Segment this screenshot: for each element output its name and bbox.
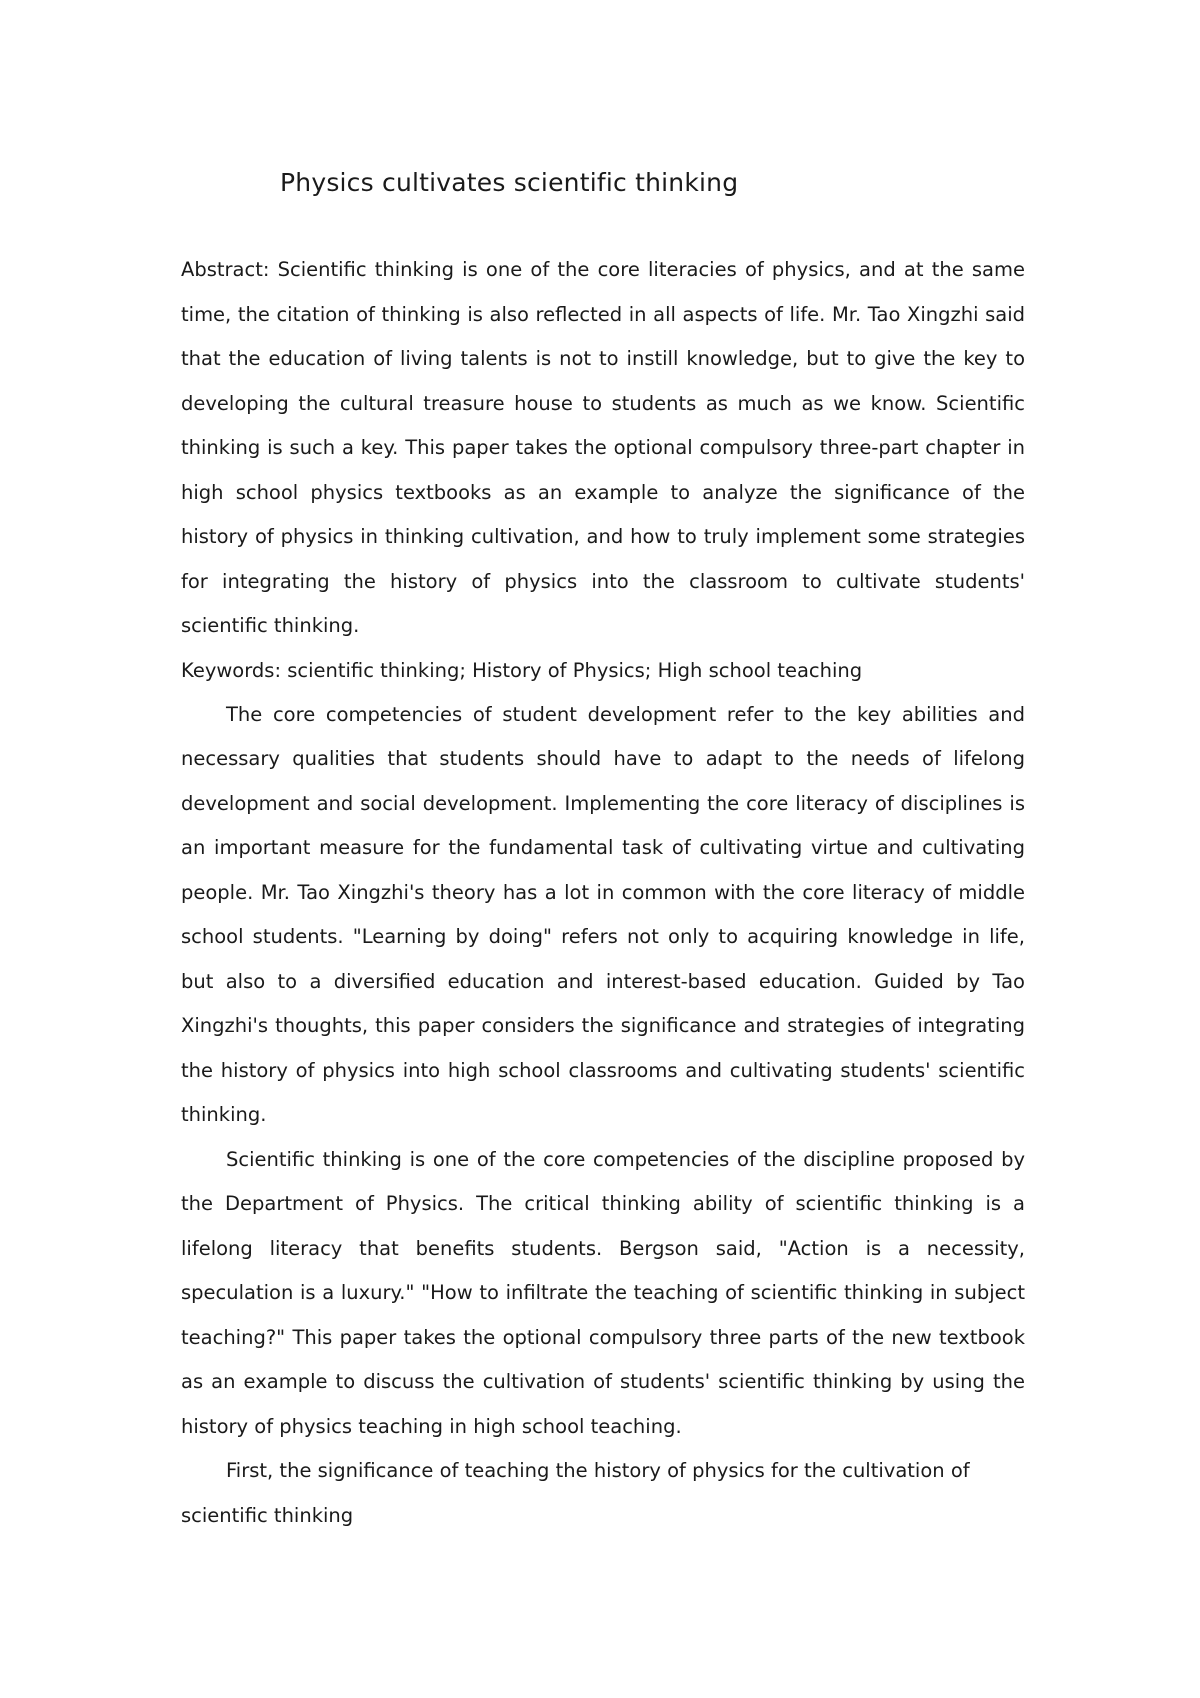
section-heading: First, the significance of teaching the history of physics for the cultivation of scientific thinking (181, 1459, 970, 1527)
abstract-paragraph: Abstract: Scientific thinking is one of the core literacies of physics, and at the same time, the citation of thinking is also reflected in all aspects of life. Mr. Tao Xingzhi said that the education of living talents is not to instill knowledge, but to give the key to developing the cultural treasure house to students as much as we know. Scientific thinking is such a key. This paper takes the optional compulsory three-part chapter in high school physics textbooks as an example to analyze the significance of the history of physics in thinking cultivation, and how to truly implement some strategies for integrating the history of physics into the classroom to cultivate students' scientific thinking. (181, 258, 1025, 637)
body-paragraph-1: The core competencies of student development refer to the key abilities and necessary qualities that students should have to adapt to the needs of lifelong development and social development. Implementing the core literacy of disciplines is an important measure for the fundamental task of cultivating virtue and cultivating people. Mr. Tao Xingzhi's theory has a lot in common with the core literacy of middle school students. "Learning by doing" refers not only to acquiring knowledge in life, but also to a diversified education and interest-based education. Guided by Tao Xingzhi's thoughts, this paper considers the significance and strategies of integrating the history of physics into high school classrooms and cultivating students' scientific thinking. (181, 702, 1025, 1126)
document-body (181, 248, 1025, 1538)
body-paragraph-2: Scientific thinking is one of the core competencies of the discipline proposed by the Department of Physics. The critical thinking ability of scientific thinking is a lifelong literacy that benefits students. Bergson said, "Action is a necessity, speculation is a luxury." "How to infiltrate the teaching of scientific thinking in subject teaching?" This paper takes the optional compulsory three parts of the new textbook as an example to discuss the cultivation of students' scientific thinking by using the history of physics teaching in high school teaching. (181, 1147, 1025, 1438)
keywords-line: Keywords: scientific thinking; History of Physics; High school teaching (181, 658, 863, 682)
document-title: Physics cultivates scientific thinking (280, 168, 739, 197)
